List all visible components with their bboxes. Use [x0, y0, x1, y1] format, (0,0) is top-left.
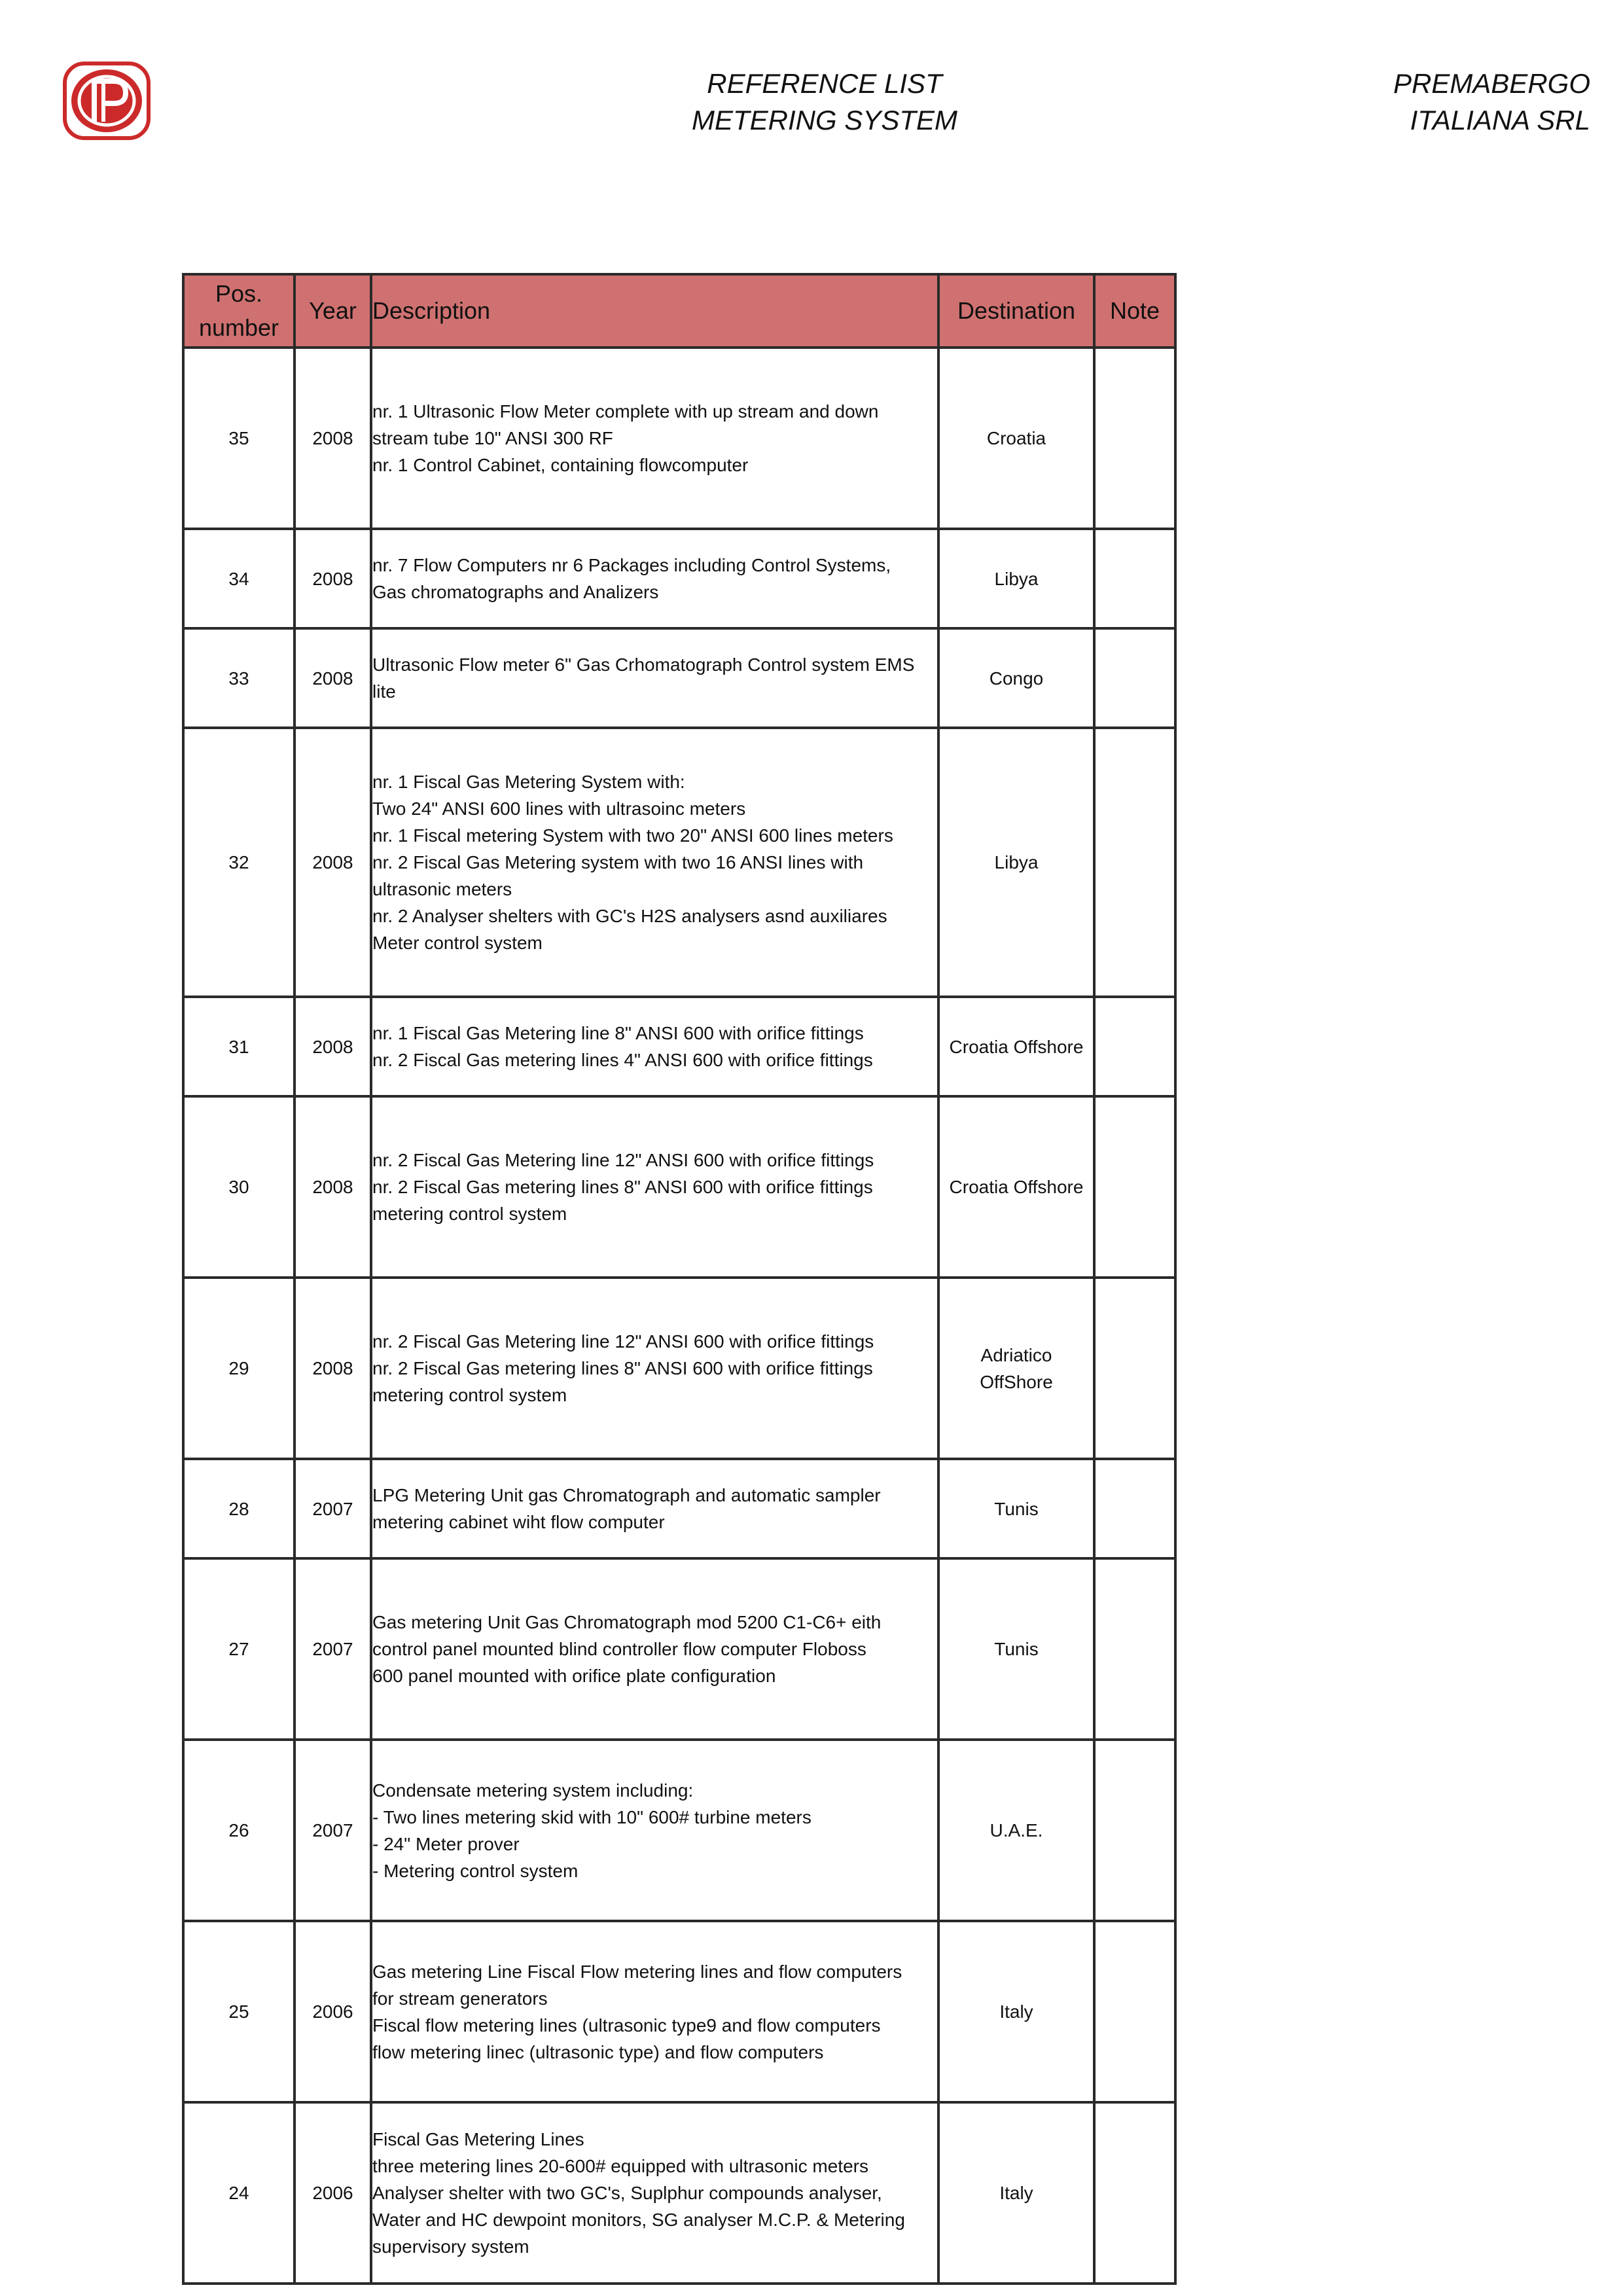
column-header-pos-line: number — [198, 314, 279, 341]
description-line: ultrasonic meters — [372, 879, 512, 899]
destination-line: Tunis — [994, 1498, 1039, 1519]
destination-cell — [938, 529, 1094, 628]
year-cell: 2006 — [294, 2102, 371, 2284]
pos-number-cell: 25 — [183, 1921, 294, 2102]
company-line: PREMABERGO — [1393, 68, 1590, 99]
description-line: nr. 2 Analyser shelters with GC's H2S analysers asnd auxiliares — [372, 906, 887, 926]
description-cell — [371, 1278, 938, 1459]
description-line: Condensate metering system including: — [372, 1780, 694, 1801]
pos-number-cell: 24 — [183, 2102, 294, 2284]
description-cell — [371, 728, 938, 997]
destination-cell — [938, 1558, 1094, 1740]
description-line: lite — [372, 681, 396, 702]
destination-cell — [938, 1921, 1094, 2102]
destination-cell — [938, 1096, 1094, 1278]
pos-number-cell: 33 — [183, 628, 294, 728]
destination-line: Italy — [999, 2001, 1033, 2022]
description-cell — [371, 1096, 938, 1278]
description-line: - 24" Meter prover — [372, 1833, 520, 1854]
year-cell: 2007 — [294, 1459, 371, 1558]
description-cell — [371, 1459, 938, 1558]
column-header-pos-line: Pos. — [215, 280, 263, 307]
description-line: nr. 1 Control Cabinet, containing flowcomputer — [372, 455, 749, 475]
pos-number-cell: 35 — [183, 348, 294, 529]
table-row — [183, 1921, 1175, 2102]
column-header-pos — [183, 274, 294, 348]
destination-line: Libya — [994, 568, 1039, 589]
pos-number-cell: 32 — [183, 728, 294, 997]
description-line: nr. 1 Fiscal metering System with two 20" ANSI 600 lines meters — [372, 825, 893, 846]
description-line: three metering lines 20-600# equipped with ultrasonic meters — [372, 2156, 868, 2176]
description-line: Meter control system — [372, 933, 543, 953]
table-row — [183, 1096, 1175, 1278]
title-line: REFERENCE LIST — [707, 68, 942, 99]
destination-line: Adriatico — [980, 1344, 1052, 1365]
destination-line: Croatia Offshore — [949, 1036, 1084, 1057]
description-cell — [371, 1921, 938, 2102]
destination-line: Libya — [994, 852, 1039, 872]
description-line: Gas metering Line Fiscal Flow metering lines and flow computers — [372, 1961, 902, 1982]
year-cell: 2008 — [294, 728, 371, 997]
pos-number-cell: 27 — [183, 1558, 294, 1740]
note-cell — [1094, 1921, 1175, 2102]
destination-cell — [938, 728, 1094, 997]
table-row — [183, 1558, 1175, 1740]
description-line: flow metering linec (ultrasonic type) and flow computers — [372, 2041, 824, 2062]
description-cell — [371, 628, 938, 728]
table-row — [183, 1459, 1175, 1558]
year-cell: 2008 — [294, 529, 371, 628]
pos-number-cell: 34 — [183, 529, 294, 628]
table-row — [183, 2102, 1175, 2284]
company-logo — [63, 62, 151, 140]
destination-line: Italy — [999, 2183, 1033, 2203]
pos-number-cell: 31 — [183, 997, 294, 1096]
description-cell — [371, 997, 938, 1096]
note-cell — [1094, 348, 1175, 529]
description-line: nr. 1 Fiscal Gas Metering line 8" ANSI 600 with orifice fittings — [372, 1023, 864, 1043]
table-row — [183, 1740, 1175, 1921]
destination-cell — [938, 1740, 1094, 1921]
year-cell: 2008 — [294, 1096, 371, 1278]
destination-line: Croatia — [986, 428, 1046, 448]
company-name — [1289, 65, 1590, 139]
note-cell — [1094, 1740, 1175, 1921]
note-cell — [1094, 1278, 1175, 1459]
destination-cell — [938, 2102, 1094, 2284]
note-cell — [1094, 1459, 1175, 1558]
description-line: for stream generators — [372, 1988, 548, 2009]
description-cell — [371, 1740, 938, 1921]
description-line: LPG Metering Unit gas Chromatograph and automatic sampler — [372, 1485, 881, 1505]
column-header-destination: Destination — [938, 274, 1094, 348]
description-cell — [371, 1558, 938, 1740]
destination-cell — [938, 1278, 1094, 1459]
description-line: nr. 2 Fiscal Gas Metering line 12" ANSI 600 with orifice fittings — [372, 1150, 874, 1170]
table-row — [183, 529, 1175, 628]
description-line: nr. 2 Fiscal Gas Metering system with two 16 ANSI lines with — [372, 852, 864, 872]
description-line: Gas metering Unit Gas Chromatograph mod 5200 C1-C6+ eith — [372, 1612, 882, 1632]
description-line: nr. 7 Flow Computers nr 6 Packages including Control Systems, — [372, 555, 891, 575]
pos-number-cell: 26 — [183, 1740, 294, 1921]
column-header-note: Note — [1094, 274, 1175, 348]
year-cell: 2007 — [294, 1558, 371, 1740]
description-line: nr. 2 Fiscal Gas metering lines 4" ANSI 600 with orifice fittings — [372, 1050, 873, 1070]
pos-number-cell: 30 — [183, 1096, 294, 1278]
destination-cell — [938, 997, 1094, 1096]
description-line: 600 panel mounted with orifice plate configuration — [372, 1666, 776, 1686]
table-header-row — [183, 274, 1175, 348]
table-row — [183, 348, 1175, 529]
description-line: - Metering control system — [372, 1860, 579, 1881]
description-line: nr. 2 Fiscal Gas metering lines 8" ANSI 600 with orifice fittings — [372, 1177, 873, 1197]
reference-table — [182, 273, 1177, 2285]
description-line: control panel mounted blind controller flow computer Floboss — [372, 1639, 866, 1659]
description-line: stream tube 10" ANSI 300 RF — [372, 428, 613, 448]
description-line: nr. 2 Fiscal Gas Metering line 12" ANSI 600 with orifice fittings — [372, 1331, 874, 1352]
year-cell: 2006 — [294, 1921, 371, 2102]
description-cell — [371, 529, 938, 628]
destination-line: Tunis — [994, 1639, 1039, 1659]
column-header-year: Year — [294, 274, 371, 348]
description-line: nr. 2 Fiscal Gas metering lines 8" ANSI 600 with orifice fittings — [372, 1358, 873, 1378]
description-line: metering control system — [372, 1204, 567, 1224]
destination-cell — [938, 628, 1094, 728]
note-cell — [1094, 2102, 1175, 2284]
year-cell: 2008 — [294, 348, 371, 529]
destination-line: U.A.E. — [990, 1820, 1043, 1840]
title-line: METERING SYSTEM — [691, 105, 958, 135]
pos-number-cell: 28 — [183, 1459, 294, 1558]
description-line: nr. 1 Ultrasonic Flow Meter complete with up stream and down — [372, 401, 879, 422]
note-cell — [1094, 529, 1175, 628]
destination-line: OffShore — [980, 1371, 1053, 1392]
description-line: metering control system — [372, 1385, 567, 1405]
description-line: metering cabinet wiht flow computer — [372, 1512, 665, 1532]
destination-cell — [938, 348, 1094, 529]
description-line: Gas chromatographs and Analizers — [372, 582, 659, 602]
table-row — [183, 628, 1175, 728]
description-line: Two 24" ANSI 600 lines with ultrasoinc meters — [372, 798, 746, 819]
company-logo-icon — [63, 62, 151, 140]
column-header-description: Description — [371, 274, 938, 348]
description-line: Ultrasonic Flow meter 6" Gas Crhomatograph Control system EMS — [372, 655, 915, 675]
table-row — [183, 997, 1175, 1096]
table-row — [183, 728, 1175, 997]
description-line: Fiscal flow metering lines (ultrasonic type9 and flow computers — [372, 2015, 881, 2036]
year-cell: 2007 — [294, 1740, 371, 1921]
description-cell — [371, 348, 938, 529]
description-line: - Two lines metering skid with 10" 600# turbine meters — [372, 1806, 812, 1827]
description-line: Water and HC dewpoint monitors, SG analyser M.C.P. & Metering — [372, 2210, 905, 2230]
pos-number-cell: 29 — [183, 1278, 294, 1459]
destination-cell — [938, 1459, 1094, 1558]
description-line: Fiscal Gas Metering Lines — [372, 2129, 584, 2149]
description-cell — [371, 2102, 938, 2284]
destination-line: Croatia Offshore — [949, 1177, 1084, 1197]
note-cell — [1094, 1558, 1175, 1740]
note-cell — [1094, 628, 1175, 728]
year-cell: 2008 — [294, 628, 371, 728]
note-cell — [1094, 728, 1175, 997]
description-line: supervisory system — [372, 2236, 529, 2257]
company-line: ITALIANA SRL — [1410, 105, 1590, 135]
description-line: Analyser shelter with two GC's, Suplphur compounds analyser, — [372, 2183, 882, 2203]
note-cell — [1094, 1096, 1175, 1278]
year-cell: 2008 — [294, 1278, 371, 1459]
document-title — [615, 65, 1034, 139]
year-cell: 2008 — [294, 997, 371, 1096]
table-row — [183, 1278, 1175, 1459]
description-line: nr. 1 Fiscal Gas Metering System with: — [372, 772, 685, 792]
note-cell — [1094, 997, 1175, 1096]
destination-line: Congo — [989, 668, 1044, 689]
